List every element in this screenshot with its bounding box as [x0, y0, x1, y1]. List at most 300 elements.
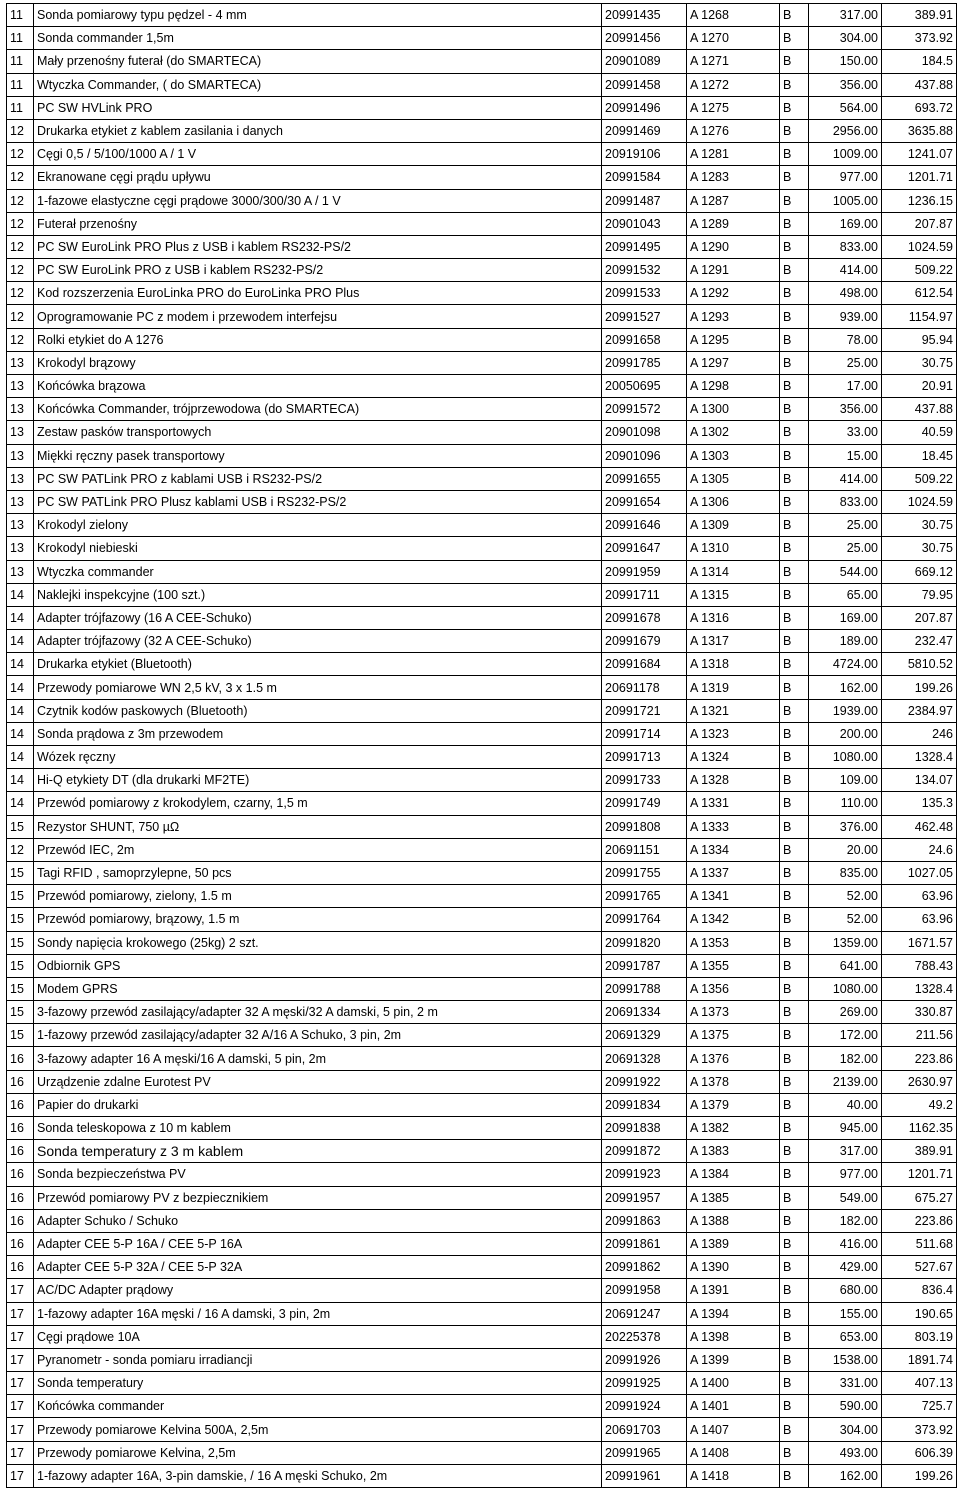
- table-row: [7, 606, 957, 629]
- group-cell: 12: [7, 119, 34, 142]
- product-name-cell: Odbiornik GPS: [34, 954, 602, 977]
- group-cell: 16: [7, 1209, 34, 1232]
- net-price-cell: 356.00: [809, 73, 882, 96]
- group-cell: 17: [7, 1372, 34, 1395]
- product-name-cell: Końcówka brązowa: [34, 375, 602, 398]
- product-code-cell: 20691151: [602, 838, 687, 861]
- product-code-cell: 20691703: [602, 1418, 687, 1441]
- net-price-cell: 1080.00: [809, 746, 882, 769]
- table-row: [7, 746, 957, 769]
- class-cell: B: [780, 954, 809, 977]
- gross-price-cell: 1027.05: [882, 861, 957, 884]
- class-cell: B: [780, 259, 809, 282]
- product-code-cell: 20691328: [602, 1047, 687, 1070]
- class-cell: B: [780, 606, 809, 629]
- catalog-number-cell: A 1305: [687, 467, 780, 490]
- catalog-number-cell: A 1270: [687, 27, 780, 50]
- group-cell: 13: [7, 560, 34, 583]
- gross-price-cell: 1328.4: [882, 746, 957, 769]
- catalog-number-cell: A 1356: [687, 977, 780, 1000]
- table-row: [7, 1232, 957, 1255]
- table-row: [7, 212, 957, 235]
- class-cell: B: [780, 699, 809, 722]
- catalog-number-cell: A 1383: [687, 1140, 780, 1163]
- group-cell: 14: [7, 653, 34, 676]
- group-cell: 12: [7, 328, 34, 351]
- table-row: [7, 143, 957, 166]
- class-cell: B: [780, 27, 809, 50]
- product-code-cell: 20991838: [602, 1117, 687, 1140]
- gross-price-cell: 190.65: [882, 1302, 957, 1325]
- class-cell: B: [780, 212, 809, 235]
- catalog-number-cell: A 1283: [687, 166, 780, 189]
- product-name-cell: Drukarka etykiet z kablem zasilania i danych: [34, 119, 602, 142]
- gross-price-cell: 1241.07: [882, 143, 957, 166]
- product-code-cell: 20991923: [602, 1163, 687, 1186]
- group-cell: 16: [7, 1256, 34, 1279]
- group-cell: 15: [7, 908, 34, 931]
- group-cell: 13: [7, 444, 34, 467]
- table-row: [7, 977, 957, 1000]
- table-row: [7, 282, 957, 305]
- table-row: [7, 792, 957, 815]
- catalog-number-cell: A 1292: [687, 282, 780, 305]
- group-cell: 12: [7, 143, 34, 166]
- catalog-number-cell: A 1293: [687, 305, 780, 328]
- gross-price-cell: 30.75: [882, 514, 957, 537]
- net-price-cell: 317.00: [809, 1140, 882, 1163]
- table-row: [7, 838, 957, 861]
- class-cell: B: [780, 977, 809, 1000]
- table-row: [7, 908, 957, 931]
- gross-price-cell: 20.91: [882, 375, 957, 398]
- table-row: [7, 514, 957, 537]
- catalog-number-cell: A 1337: [687, 861, 780, 884]
- product-code-cell: 20991765: [602, 885, 687, 908]
- product-code-cell: 20225378: [602, 1325, 687, 1348]
- catalog-number-cell: A 1303: [687, 444, 780, 467]
- net-price-cell: 2956.00: [809, 119, 882, 142]
- gross-price-cell: 95.94: [882, 328, 957, 351]
- catalog-number-cell: A 1418: [687, 1464, 780, 1487]
- catalog-number-cell: A 1318: [687, 653, 780, 676]
- product-name-cell: 1-fazowy adapter 16A, 3-pin damskie, / 16 A męski Schuko, 2m: [34, 1464, 602, 1487]
- group-cell: 16: [7, 1047, 34, 1070]
- gross-price-cell: 407.13: [882, 1372, 957, 1395]
- catalog-number-cell: A 1314: [687, 560, 780, 583]
- catalog-number-cell: A 1353: [687, 931, 780, 954]
- group-cell: 12: [7, 189, 34, 212]
- gross-price-cell: 63.96: [882, 908, 957, 931]
- product-name-cell: Urządzenie zdalne Eurotest PV: [34, 1070, 602, 1093]
- product-code-cell: 20991863: [602, 1209, 687, 1232]
- table-row: [7, 375, 957, 398]
- product-code-cell: 20050695: [602, 375, 687, 398]
- net-price-cell: 40.00: [809, 1093, 882, 1116]
- net-price-cell: 169.00: [809, 606, 882, 629]
- product-code-cell: 20991721: [602, 699, 687, 722]
- product-name-cell: Sondy napięcia krokowego (25kg) 2 szt.: [34, 931, 602, 954]
- group-cell: 14: [7, 699, 34, 722]
- product-name-cell: 1-fazowe elastyczne cęgi prądowe 3000/300/30 A / 1 V: [34, 189, 602, 212]
- table-row: [7, 1372, 957, 1395]
- group-cell: 15: [7, 977, 34, 1000]
- product-name-cell: Przewód pomiarowy, brązowy, 1.5 m: [34, 908, 602, 931]
- product-name-cell: Kod rozszerzenia EuroLinka PRO do EuroLinka PRO Plus: [34, 282, 602, 305]
- net-price-cell: 189.00: [809, 630, 882, 653]
- gross-price-cell: 509.22: [882, 259, 957, 282]
- table-row: [7, 189, 957, 212]
- class-cell: B: [780, 722, 809, 745]
- net-price-cell: 25.00: [809, 514, 882, 537]
- group-cell: 14: [7, 769, 34, 792]
- group-cell: 14: [7, 630, 34, 653]
- catalog-number-cell: A 1328: [687, 769, 780, 792]
- group-cell: 16: [7, 1070, 34, 1093]
- table-row: [7, 1140, 957, 1163]
- gross-price-cell: 223.86: [882, 1209, 957, 1232]
- gross-price-cell: 373.92: [882, 27, 957, 50]
- table-row: [7, 351, 957, 374]
- class-cell: B: [780, 1024, 809, 1047]
- product-code-cell: 20991733: [602, 769, 687, 792]
- product-name-cell: Cęgi 0,5 / 5/100/1000 A / 1 V: [34, 143, 602, 166]
- product-name-cell: Sonda commander 1,5m: [34, 27, 602, 50]
- product-name-cell: 3-fazowy przewód zasilający/adapter 32 A męski/32 A damski, 5 pin, 2 m: [34, 1001, 602, 1024]
- net-price-cell: 564.00: [809, 96, 882, 119]
- table-row: [7, 119, 957, 142]
- class-cell: B: [780, 1070, 809, 1093]
- product-code-cell: 20991654: [602, 490, 687, 513]
- net-price-cell: 109.00: [809, 769, 882, 792]
- net-price-cell: 493.00: [809, 1441, 882, 1464]
- product-code-cell: 20991456: [602, 27, 687, 50]
- catalog-number-cell: A 1390: [687, 1256, 780, 1279]
- catalog-number-cell: A 1355: [687, 954, 780, 977]
- class-cell: B: [780, 1441, 809, 1464]
- product-name-cell: Adapter trójfazowy (16 A CEE-Schuko): [34, 606, 602, 629]
- catalog-number-cell: A 1331: [687, 792, 780, 815]
- group-cell: 13: [7, 351, 34, 374]
- gross-price-cell: 246: [882, 722, 957, 745]
- group-cell: 17: [7, 1302, 34, 1325]
- product-name-cell: Krokodyl brązowy: [34, 351, 602, 374]
- net-price-cell: 498.00: [809, 282, 882, 305]
- product-code-cell: 20991646: [602, 514, 687, 537]
- product-code-cell: 20991532: [602, 259, 687, 282]
- product-code-cell: 20991572: [602, 398, 687, 421]
- catalog-number-cell: A 1295: [687, 328, 780, 351]
- product-code-cell: 20991678: [602, 606, 687, 629]
- group-cell: 11: [7, 4, 34, 27]
- price-list-table: [6, 3, 957, 1488]
- group-cell: 17: [7, 1418, 34, 1441]
- catalog-number-cell: A 1315: [687, 583, 780, 606]
- table-body: [7, 4, 957, 1488]
- class-cell: B: [780, 1279, 809, 1302]
- product-name-cell: Papier do drukarki: [34, 1093, 602, 1116]
- product-name-cell: Hi-Q etykiety DT (dla drukarki MF2TE): [34, 769, 602, 792]
- net-price-cell: 269.00: [809, 1001, 882, 1024]
- table-row: [7, 1093, 957, 1116]
- class-cell: B: [780, 1047, 809, 1070]
- product-name-cell: Modem GPRS: [34, 977, 602, 1000]
- class-cell: B: [780, 1325, 809, 1348]
- net-price-cell: 155.00: [809, 1302, 882, 1325]
- product-code-cell: 20991495: [602, 235, 687, 258]
- product-code-cell: 20991808: [602, 815, 687, 838]
- product-code-cell: 20991533: [602, 282, 687, 305]
- gross-price-cell: 509.22: [882, 467, 957, 490]
- product-name-cell: Krokodyl zielony: [34, 514, 602, 537]
- class-cell: B: [780, 1140, 809, 1163]
- table-row: [7, 467, 957, 490]
- catalog-number-cell: A 1290: [687, 235, 780, 258]
- net-price-cell: 304.00: [809, 27, 882, 50]
- catalog-number-cell: A 1317: [687, 630, 780, 653]
- group-cell: 11: [7, 73, 34, 96]
- catalog-number-cell: A 1408: [687, 1441, 780, 1464]
- product-name-cell: 3-fazowy adapter 16 A męski/16 A damski, 5 pin, 2m: [34, 1047, 602, 1070]
- product-code-cell: 20901043: [602, 212, 687, 235]
- group-cell: 15: [7, 885, 34, 908]
- group-cell: 16: [7, 1186, 34, 1209]
- table-row: [7, 421, 957, 444]
- product-code-cell: 20901096: [602, 444, 687, 467]
- table-row: [7, 1348, 957, 1371]
- group-cell: 11: [7, 96, 34, 119]
- product-code-cell: 20901089: [602, 50, 687, 73]
- catalog-number-cell: A 1341: [687, 885, 780, 908]
- product-name-cell: Krokodyl niebieski: [34, 537, 602, 560]
- gross-price-cell: 527.67: [882, 1256, 957, 1279]
- table-row: [7, 630, 957, 653]
- product-name-cell: Przewody pomiarowe Kelvina 500A, 2,5m: [34, 1418, 602, 1441]
- product-code-cell: 20991788: [602, 977, 687, 1000]
- catalog-number-cell: A 1399: [687, 1348, 780, 1371]
- product-name-cell: Rolki etykiet do A 1276: [34, 328, 602, 351]
- product-name-cell: 1-fazowy przewód zasilający/adapter 32 A/16 A Schuko, 3 pin, 2m: [34, 1024, 602, 1047]
- product-name-cell: AC/DC Adapter prądowy: [34, 1279, 602, 1302]
- group-cell: 13: [7, 490, 34, 513]
- table-row: [7, 537, 957, 560]
- net-price-cell: 414.00: [809, 467, 882, 490]
- group-cell: 12: [7, 235, 34, 258]
- group-cell: 12: [7, 259, 34, 282]
- gross-price-cell: 1201.71: [882, 166, 957, 189]
- group-cell: 15: [7, 1001, 34, 1024]
- table-row: [7, 1325, 957, 1348]
- gross-price-cell: 207.87: [882, 606, 957, 629]
- net-price-cell: 15.00: [809, 444, 882, 467]
- catalog-number-cell: A 1379: [687, 1093, 780, 1116]
- catalog-number-cell: A 1321: [687, 699, 780, 722]
- class-cell: B: [780, 351, 809, 374]
- table-row: [7, 4, 957, 27]
- class-cell: B: [780, 421, 809, 444]
- product-code-cell: 20991749: [602, 792, 687, 815]
- product-name-cell: Wózek ręczny: [34, 746, 602, 769]
- group-cell: 17: [7, 1441, 34, 1464]
- gross-price-cell: 606.39: [882, 1441, 957, 1464]
- catalog-number-cell: A 1291: [687, 259, 780, 282]
- gross-price-cell: 389.91: [882, 1140, 957, 1163]
- net-price-cell: 25.00: [809, 351, 882, 374]
- catalog-number-cell: A 1388: [687, 1209, 780, 1232]
- gross-price-cell: 207.87: [882, 212, 957, 235]
- table-row: [7, 1464, 957, 1487]
- class-cell: B: [780, 96, 809, 119]
- gross-price-cell: 836.4: [882, 1279, 957, 1302]
- product-name-cell: Sonda prądowa z 3m przewodem: [34, 722, 602, 745]
- product-name-cell: PC SW PATLink PRO z kablami USB i RS232-PS/2: [34, 467, 602, 490]
- net-price-cell: 544.00: [809, 560, 882, 583]
- net-price-cell: 356.00: [809, 398, 882, 421]
- class-cell: B: [780, 166, 809, 189]
- gross-price-cell: 511.68: [882, 1232, 957, 1255]
- group-cell: 16: [7, 1093, 34, 1116]
- group-cell: 15: [7, 861, 34, 884]
- net-price-cell: 977.00: [809, 166, 882, 189]
- group-cell: 15: [7, 954, 34, 977]
- group-cell: 13: [7, 398, 34, 421]
- gross-price-cell: 199.26: [882, 676, 957, 699]
- catalog-number-cell: A 1298: [687, 375, 780, 398]
- class-cell: B: [780, 1256, 809, 1279]
- gross-price-cell: 437.88: [882, 73, 957, 96]
- group-cell: 12: [7, 212, 34, 235]
- class-cell: B: [780, 1001, 809, 1024]
- product-name-cell: Przewód pomiarowy PV z bezpiecznikiem: [34, 1186, 602, 1209]
- product-name-cell: Wtyczka commander: [34, 560, 602, 583]
- table-row: [7, 653, 957, 676]
- gross-price-cell: 389.91: [882, 4, 957, 27]
- table-row: [7, 166, 957, 189]
- net-price-cell: 416.00: [809, 1232, 882, 1255]
- product-code-cell: 20691247: [602, 1302, 687, 1325]
- product-code-cell: 20991961: [602, 1464, 687, 1487]
- gross-price-cell: 788.43: [882, 954, 957, 977]
- table-row: [7, 885, 957, 908]
- net-price-cell: 20.00: [809, 838, 882, 861]
- class-cell: B: [780, 1464, 809, 1487]
- gross-price-cell: 18.45: [882, 444, 957, 467]
- net-price-cell: 429.00: [809, 1256, 882, 1279]
- class-cell: B: [780, 908, 809, 931]
- class-cell: B: [780, 514, 809, 537]
- table-row: [7, 328, 957, 351]
- net-price-cell: 33.00: [809, 421, 882, 444]
- table-row: [7, 50, 957, 73]
- catalog-number-cell: A 1275: [687, 96, 780, 119]
- product-code-cell: 20991469: [602, 119, 687, 142]
- product-code-cell: 20691334: [602, 1001, 687, 1024]
- net-price-cell: 414.00: [809, 259, 882, 282]
- table-row: [7, 1302, 957, 1325]
- product-code-cell: 20991435: [602, 4, 687, 27]
- class-cell: B: [780, 328, 809, 351]
- group-cell: 16: [7, 1117, 34, 1140]
- net-price-cell: 641.00: [809, 954, 882, 977]
- product-name-cell: Cęgi prądowe 10A: [34, 1325, 602, 1348]
- product-name-cell: Adapter CEE 5-P 16A / CEE 5-P 16A: [34, 1232, 602, 1255]
- class-cell: B: [780, 143, 809, 166]
- gross-price-cell: 725.7: [882, 1395, 957, 1418]
- table-row: [7, 769, 957, 792]
- class-cell: B: [780, 282, 809, 305]
- group-cell: 11: [7, 27, 34, 50]
- net-price-cell: 52.00: [809, 908, 882, 931]
- group-cell: 16: [7, 1232, 34, 1255]
- group-cell: 15: [7, 1024, 34, 1047]
- catalog-number-cell: A 1398: [687, 1325, 780, 1348]
- gross-price-cell: 462.48: [882, 815, 957, 838]
- product-code-cell: 20991957: [602, 1186, 687, 1209]
- gross-price-cell: 63.96: [882, 885, 957, 908]
- group-cell: 13: [7, 467, 34, 490]
- net-price-cell: 680.00: [809, 1279, 882, 1302]
- net-price-cell: 945.00: [809, 1117, 882, 1140]
- product-code-cell: 20901098: [602, 421, 687, 444]
- class-cell: B: [780, 1186, 809, 1209]
- gross-price-cell: 5810.52: [882, 653, 957, 676]
- product-name-cell: Sonda teleskopowa z 10 m kablem: [34, 1117, 602, 1140]
- class-cell: B: [780, 189, 809, 212]
- gross-price-cell: 30.75: [882, 537, 957, 560]
- table-row: [7, 1418, 957, 1441]
- class-cell: B: [780, 1093, 809, 1116]
- class-cell: B: [780, 119, 809, 142]
- product-code-cell: 20991834: [602, 1093, 687, 1116]
- catalog-number-cell: A 1287: [687, 189, 780, 212]
- product-name-cell: Przewód IEC, 2m: [34, 838, 602, 861]
- class-cell: B: [780, 467, 809, 490]
- group-cell: 13: [7, 537, 34, 560]
- class-cell: B: [780, 769, 809, 792]
- table-row: [7, 583, 957, 606]
- group-cell: 12: [7, 166, 34, 189]
- product-name-cell: Drukarka etykiet (Bluetooth): [34, 653, 602, 676]
- table-row: [7, 1395, 957, 1418]
- net-price-cell: 182.00: [809, 1047, 882, 1070]
- net-price-cell: 1009.00: [809, 143, 882, 166]
- group-cell: 15: [7, 931, 34, 954]
- gross-price-cell: 330.87: [882, 1001, 957, 1024]
- table-row: [7, 490, 957, 513]
- product-code-cell: 20991711: [602, 583, 687, 606]
- product-name-cell: Przewody pomiarowe Kelvina, 2,5m: [34, 1441, 602, 1464]
- table-row: [7, 815, 957, 838]
- catalog-number-cell: A 1342: [687, 908, 780, 931]
- product-code-cell: 20991679: [602, 630, 687, 653]
- product-name-cell: Futerał przenośny: [34, 212, 602, 235]
- product-code-cell: 20991872: [602, 1140, 687, 1163]
- class-cell: B: [780, 583, 809, 606]
- gross-price-cell: 675.27: [882, 1186, 957, 1209]
- product-name-cell: Adapter CEE 5-P 32A / CEE 5-P 32A: [34, 1256, 602, 1279]
- class-cell: B: [780, 1418, 809, 1441]
- group-cell: 14: [7, 792, 34, 815]
- catalog-number-cell: A 1319: [687, 676, 780, 699]
- table-row: [7, 27, 957, 50]
- group-cell: 13: [7, 375, 34, 398]
- product-code-cell: 20991862: [602, 1256, 687, 1279]
- group-cell: 14: [7, 583, 34, 606]
- table-row: [7, 1186, 957, 1209]
- net-price-cell: 169.00: [809, 212, 882, 235]
- gross-price-cell: 223.86: [882, 1047, 957, 1070]
- catalog-number-cell: A 1323: [687, 722, 780, 745]
